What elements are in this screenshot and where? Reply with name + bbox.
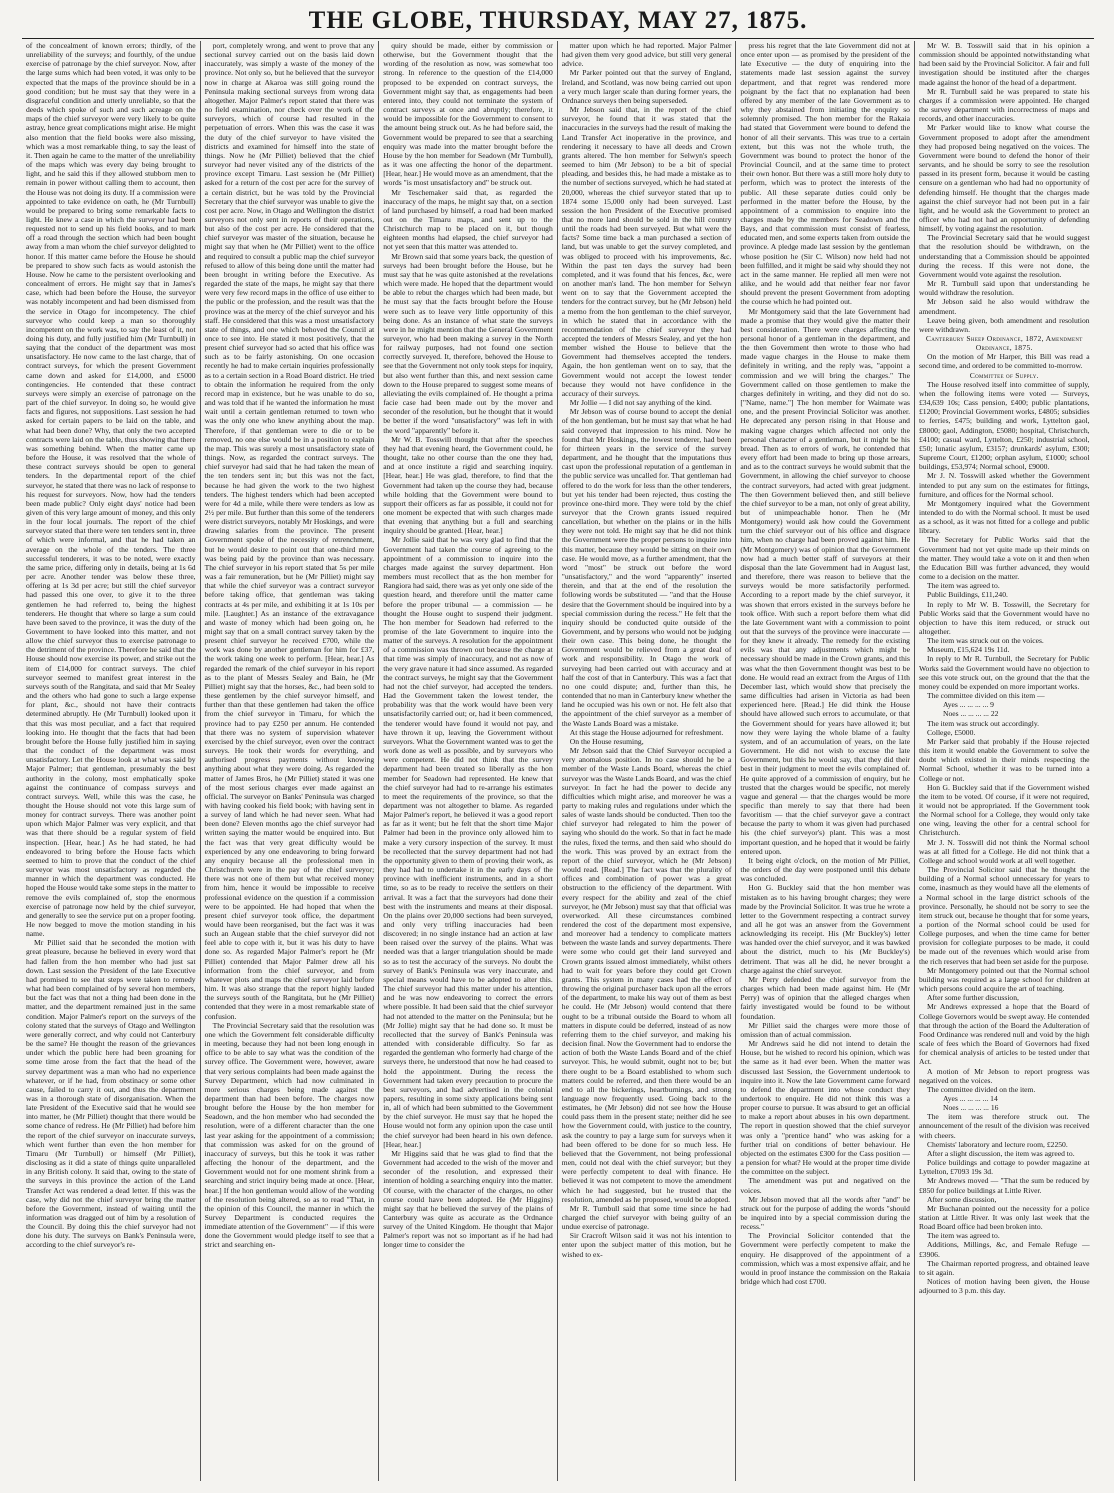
paragraph: Mr W. B. Tosswill said that in his opinion a commission should be appointed notwithstanding what had been said by the Provincial Solicitor. A fair and full investigation should be instituted after the charges made against the honor of the head of a department.: [918, 41, 1090, 87]
paragraph: Mr Pilliet said the charges were more those of omission than of actual commission.: [740, 1020, 910, 1039]
paragraph: Public Buildings, £11,240.: [926, 590, 1008, 600]
text-columns: [22, 41, 1094, 1481]
paragraph: Mr Montgomery inquired what the Government intended to do with the Normal school. It must be used as a school, as it was not fitted for a college and public library.: [918, 498, 1090, 536]
paragraph: Mr Parker said that probably if the House rejected this item it would enable the Government to solve the doubt which existed in their minds respecting the Normal School, whether it was to be turned into a College or not.: [918, 736, 1090, 783]
paragraph: On the House resuming,: [569, 736, 644, 746]
paragraph: Ayes ... ... ... ... 14: [942, 1093, 998, 1103]
column-3: [379, 41, 558, 1481]
paragraph: Hon G. Buckley said that the hon member was mistaken as to his having brought charges; they were made by the Provincial Solicitor. It was true he wrote a letter to the Government respecting a contract survey and all he got was an answer from the Government acknowledging its receipt. His (Mr Buckley's) letter was handed over the chief surveyor, and it was bawked about the district, much to his (Mr Buckley's) detriment. That was all he did, he never brought a charge against the chief surveyor.: [740, 883, 910, 975]
paragraph: Mr Jebson was of course bound to accept the denial of the hon gentleman, but he must say that what he had said conveyed that impression to his mind. Now he found that Mr Hoskings, the lowest tenderer, had been for thirteen years in the service of the survey department, and he thought that the imputations thus cast upon the professional reputation of a gentleman in the public service was uncalled for. That gentleman had offered to do the work for less than the other tenderers, but yet his tender had been rejected, thus costing the province one-third more. They were told by the chief surveyor that the Crown grants issued required cancellation, but whether on the plains or in the hills they were not told. He might say that he did not think the Government were the proper persons to inquire into this matter, because they would be sitting on their own case. He would move, as a further amendment, that the word "most" be struck out before the word "unsatisfactory," and the word "apparently" inserted therein, and that at the end of the resolution the following words be substituted — "and that the House desire that the Government should be inquired into by a special commission during the recess." He felt that the inquiry should be conducted quite outside of the Government, and by persons who would not be judging their own case. This being done, he thought the Government would be relieved from a great deal of work and responsibility. In Otago the work of surveying had been carried out with accuracy and at half the cost of that in Canterbury. This was a fact that no one could dispute; and, further than this, he contended that no man in Canterbury knew whether the land he occupied was his own or not. He felt also that the appointment of the chief surveyor as a member of the Waste Lands Board was a mistake.: [561, 407, 732, 728]
column-4: [558, 41, 737, 1481]
paragraph: The Provincial Solicitor said that he thought the building of a Normal school unnecessary for years to come, inasmuch as they would have all the elements of a Normal school in the large district schools of the province. Personally, he should not be sorry to see the item struck out, because he thought that for some years, a portion of the Normal school could be used for College purposes, and when the time came for better provision for collegiate purposes to be made, it could be made out of the revenues which would arise from the rich reserves that had been set aside for the purpose.: [918, 865, 1090, 966]
paragraph: Mr Teschemaker said that, as regarded the inaccuracy of the maps, he might say that, on a section of land purchased by himself, a road had been marked out on the Timaru maps, and sent up to the Christchurch map to be placed on it, but though eighteen months had elapsed, the chief surveyor had not yet seen that this matter was attended to.: [383, 187, 553, 252]
paragraph: It being eight o'clock, on the motion of Mr Pilliet, the orders of the day were postponed until this debate was concluded.: [740, 855, 910, 884]
paragraph: Mr Jebson moved that all the words after "and" be struck out for the purpose of adding the words "should be inquired into by a special commission during the recess.": [740, 1194, 910, 1232]
paragraph: Mr Jebson said he also would withdraw the amendment.: [918, 297, 1090, 316]
paragraph: Mr Jollie — I did not say anything of the kind.: [569, 398, 712, 408]
paragraph: Sir Cracroft Wilson said it was not his intention to enter upon the subject matter of this motion, but he wished to ex-: [561, 1231, 732, 1259]
paragraph: A motion of Mr Jebson to report progress was negatived on the voices.: [918, 1066, 1090, 1085]
paragraph: After some further discussion,: [926, 993, 1019, 1003]
paragraph: The Provincial Secretary said that he would suggest that the resolution should be withdrawn, on the understanding that a Commission should be appointed during the recess. If this were not done, the Government would vote against the resolution.: [918, 233, 1090, 279]
paragraph: Mr Jebson said that the Chief Surveyor occupied a very anomalous position. In no case should he be a member of the Waste Lands Board, whereas the chief surveyor was the Waste Lands Board, and was the chief surveyor. In fact he had the power to decide any difficulties which might arise, and moreover he was a party to making rules and regulations under which the sales of waste lands should be conducted. Then too the chief surveyor had relegated to him the power of saying who should do the work. So that in fact he made the rules, fixed the terms, and then said who should do the work. This was proved by an extract from the report of the chief surveyor, which he (Mr Jebson) would read. [Read.] The fact was that the plurality of offices and combination of power was a great obstruction to the efficiency of the department. With every respect for the ability and zeal of the chief surveyor, he (Mr Jebson) must say that that official was overworked. All these circumstances combined rendered the cost of the department most expensive, and moreover had a tendency to complicate matters between the waste lands and survey departments. There were some who could get their land surveyed and Crown grants issued almost immediately, whilst others had to wait for years before they could get Crown grants. This system in many cases had the effect of throwing the original purchaser back upon all the errors of the department, to make his way out of them as best he could. He (Mr Jebson) would contend that there ought to be a tribunal outside the Board to whom all matters in dispute could be deferred, instead of as now referring them to the chief surveyor, and making his decision final. Now the Government had to endorse the action of both the Waste Lands Board and of the chief surveyor. This, he would submit, ought not to be; but there ought to be a Board established to whom such matters could be referred, and then there would be an end to all the bickerings, heartburnings, and strong language now frequently used. Going back to the estimates, he (Mr Jebson) did not see how the House could pass them in the present state; neither did he see how the Government could, with justice to the country, ask the country to pay a large sum for surveys when it had been offered to be done for so much less. He believed that the Government, not being professional men, could not deal with the chief surveyor; but they were perfectly competent to deal with finance. He believed it was not competent to move the amendment which he had suggested, but he trusted that the resolution, amended as he proposed, would be adopted.: [561, 746, 732, 1204]
paragraph: Mr Pilliet said that he seconded the motion with great pleasure, because he believed in every word that had fallen from the hon member who had just sat down. Last session the President of the late Executive had promised to see that steps were taken to remedy what had been complained of by several hon members, but the fact was that not a thing had been done in the matter, and the department remained just in the same condition. Major Palmer's report on the surveys of the colony stated that the surveys of Otago and Wellington were generally correct, and why could not Canterbury be the same? He thought the reason of the grievances under which the public here had been groaning for some time arose from the fact that the head of the survey department was a man who had no experience whatever, or if he had, from obstinacy or some other cause, failed to carry it out, and thus the department was in a thorough state of disorganisation. When the late President of the Executive said that he would see into matter, he (Mr Pilliet) thought that there would be some chance of redress. He (Mr Pilliet) had before him the report of the chief surveyor on inaccurate surveys, which went further than even the hon member for Timaru (Mr Turnbull) or himself (Mr Pilliet), disclosing as it did a state of things quite unparalleled in any British colony. It said that, owing to the state of the surveys in this province the action of the Land Transfer Act was rendered a dead letter. If this was the case, why did not the chief surveyor bring the matter before the Government, instead of waiting until the information was dragged out of him by a resolution of the Council. By doing this the chief surveyor had not done his duty. The surveys on Bank's Peninsula were, according to the chief surveyor's re-: [26, 938, 196, 1250]
paragraph: In reply to Mr W. B. Tosswill, the Secretary for Public Works said that the Government would have no objection to have this item reduced, or struck out altogether.: [918, 599, 1090, 636]
paragraph: Ayes ... ... ... ... 9: [942, 700, 994, 710]
paragraph: The item was struck out accordingly.: [926, 718, 1040, 728]
paragraph: After some discussion,: [926, 1194, 997, 1204]
paragraph: of the concealment of known errors; thirdly, of the unreliability of the surveys; and fourthly, of the undue exercise of patronage by the chief surveyor. Now, after the large sums which had been voted, it was only to be expected that the maps of the province should be in a good condition; but he must say that they were in a disgraceful condition and utterly unreliable, so that the deeds which spoke of such and such acreage on the maps of the chief surveyor were very likely to be quite astray, hence great complications might arise. He might also mention that the field books were also missing, which was a most remarkable thing, to say the least of it. Then again he came to the matter of the unreliability of the maps which was every day being brought to light, and he said this if they allowed stubborn men to remain in power without calling them to account, then the House was not doing its duty. If a commission were appointed to take evidence on oath, he (Mr Turnbull) would be prepared to bring some remarkable facts to light. He knew a case in which the surveyor had been requested not to send up his field books, and to mark off a road through the section which had been bought away from a man whom the chief surveyor delighted to honor. If this matter came before the House he should be prepared to show such facts as would astonish the House. Now he came to the persistent overlooking and concealment of errors. He might say that in James's case, which had been before the House, the surveyor was notably incompetent and had been dismissed from the service in Otago for incompetency. The chief surveyor who could keep a man so thoroughly incompetent on the work was, to say the least of it, not doing his duty, and fully justified him (Mr Turnbull) in saying that the conduct of the department was most unsatisfactory. He now came to the last charge, that of contract surveys, for which the present Government came down and asked for £14,000, and £5000 contingencies. He contended that these contract surveys were simply an exercise of patronage on the part of the chief surveyor. In doing so, he would give facts and figures, not suppositions. Last session he had asked for certain papers to be laid on the table, and what had been done? Why, that only the two accepted contracts were laid on the table, thus showing that there was something behind. When the matter came up before the House, it was resolved that the whole of these contract surveys should be open to general tenders. In the departmental report of the chief surveyor, he stated that there was no lack of response to his request for surveyors. Now, how had the tenders been made public? Only eight days' notice had been given of this very large amount of money, and this only in the four local journals. The report of the chief surveyor stated that there were ten tenders sent in, three of which were informal, and that he had taken an average on the whole of the tenders. The three successful tenderers, it was to be noted, were exactly the same price, differing only in details, being at 1s 6d per acre. Another tender was below these three, offering at 1s 3d per acre; but still the chief surveyor had passed this one over, to give it to the three gentlemen he had referred to, being the highest tenderers. He thought that where so large a sum could have been saved to the province, it was the duty of the Government to have looked into this matter, and not allow the chief surveyor thus to exercise patronage to the detriment of the province. Therefore he said that the House should now exercise its power, and strike out the item of £14,000 for contract surveys. The chief surveyor seemed to manifest great interest in the surveys south of the Rangitata, and said that Mr Sealey and the others who had gone to such a large expense for plant, &c., should not have their contracts determined abruptly. He (Mr Turnbull) looked upon it that this was most peculiar, and a fact that required looking into. He thought that the facts that had been brought before the House fully justified him in saying that the conduct of the department was most unsatisfactory. Let the House look at what was said by Major Palmer; that gentleman, presumably the best authority in the colony, most emphatically spoke against the continuance of compass surveys and contract surveys. Well, while this was the case, he thought the House should not vote this large sum of money for contract surveys. There was another point upon which Major Palmer was very explicit, and that was that there should be a regular system of field inspection. [Hear, hear.] As he had stated, he had endeavored to bring before the House facts which seemed to him to prove that the conduct of the chief surveyor was most unsatisfactory as regarded the manner in which the department was conducted. He hoped the House would take some steps in the matter to remove the evils complained of, stop the enormous exercise of patronage now held by the chief surveyor, and generally to see the service put on a proper footing. He now begged to move the motion standing in his name.: [26, 41, 196, 939]
paragraph: Mr J. N. Tosswill asked whether the Government intended to put any sum on the estimates for fittings, furniture, and offices for the Normal school.: [918, 471, 1090, 499]
column-2: [201, 41, 380, 1481]
paragraph: Mr J. N. Tosswill did not think the Normal school was at all fitted for a College. He did not think that a College and school would work at all well together.: [918, 837, 1090, 865]
paragraph: The House resolved itself into committee of supply, when the following items were voted — Surveys, £34,639 10s; Cass pension, £400; public plantations, £1200; Provincial Government works, £4805; subsidies to ferries, £475; building and work, Lyttelton gaol, £8000; gaol, Addington, £5080; hospital, Christchurch, £4100; casual ward, Lyttelton, £250; industrial school, £50; lunatic asylum, £3157; drunkards' asylum, £300; Supreme Court, £1200; orphan asylum, £1000; school buildings, £53,974; Normal school, £9000.: [918, 379, 1090, 472]
paragraph: The Secretary for Public Works said that the Government had not yet quite made up their minds on the matter. They would take a vote on it and then when the Education Bill was further advanced, they would come to a decision on the matter.: [918, 535, 1090, 582]
paragraph: The item was therefore struck out. The announcement of the result of the division was received with cheers.: [918, 1112, 1090, 1140]
paragraph: College, £5000.: [926, 727, 976, 737]
paragraph: Mr Parker pointed out that the survey of England, Ireland, and Scotland, was now being carried out upon a very much larger scale than during former years, the Ordnance surveys then being superseded.: [561, 68, 732, 105]
paragraph: matter upon which he had reported. Major Palmer had given them very good advice, but still very general advice.: [561, 41, 732, 69]
paragraph: Mr R. Turnbull said he was prepared to state his charges if a commission were appointed. He charged the survey department with incorrectness of maps and records, and other inaccuracies.: [918, 86, 1090, 124]
paragraph: Hon G. Buckley said that if the Government wished the item to be voted. Of course, if it were not required, it would not be appropriated. If the Government took the Normal school for a College, they would only take one wing, leaving the other for a central school for Christchurch.: [918, 782, 1090, 838]
paragraph: The Provincial Solicitor contended that the Government were perfectly competent to make the enquiry. He disapproved of the appointment of a commission, which was a most expensive affair, and he would in proof instance the commission on the Rakaia bridge which had cost £700.: [740, 1231, 910, 1287]
paragraph: Mr W. B. Tosswill thought that after the speeches they had that evening heard, the Government could, he thought, take no other course than the one they had, and at once institute a rigid and searching inquiry. [Hear, hear.] He was glad, therefore, to find that the Government had taken up the course they had, because while holding that the Government were bound to support their officers as far as possible, it could not for one moment be expected that with such charges made that evening that anything but a full and searching inquiry should be granted. [Hear, hear.]: [383, 434, 553, 536]
paragraph: Mr Andrews said he did not intend to detain the House, but he wished to record his opinion, which was the same as it had ever been. When the matter was discussed last Session, the Government undertook to inquire into it. Now the late Government came forward to defend the department into whose conduct they undertook to enquire. He did not think this was a proper course to pursue. It was absurd to get an official to make a report about abuses in his own department. The report in question showed that the chief surveyor was only a "prentice hand" who was asking for a further trial on conditions of better behaviour. He objected on the estimates £300 for the Cass position — a pension for what? He would at the proper time divide the committee on the subject.: [740, 1039, 910, 1177]
column-6: [915, 41, 1094, 1481]
paragraph: Mr Jollie said that he was very glad to find that the Government had taken the course of agreeing to the appointment of a commission to inquire into the charges made against the survey department. Hon members must recollect that as the hon member for Rangiora had said, there was as yet only one side of the question heard, and therefore until the matter came before the proper tribunal — a commission — he thought the House ought to suspend their judgment. The hon member for Seadown had referred to the promise of the late Government to inquire into the matter of the surveys. A resolution for the appointment of a commission was thrown out because the charge at that time was simply of inaccuracy, and not as now of the very grave nature it had since assumed. As regarded the contract surveys, he might say that the Government had not the chief surveyor, had accepted the tenders. Had the Government taken the lowest tender, the probability was that the work would have been very unsatisfactorily carried out; or, had it been commenced, the tenderer would have found it would not pay, and have thrown it up, leaving the Government without surveyors. What the Government wanted was to get the work done as well as possible, and by surveyors who were competent. He did not think that the survey department had been treated so liberally as the hon member for Seadown had represented. He knew that the chief surveyor had had to re-arrange his estimates to meet the requirements of the province, so that the department was not altogether to blame. As regarded Major Palmer's report, he believed it was a good report as far as it went; but he felt that the short time Major Palmer had been in the province only allowed him to make a very cursory inspection of the survey. It must be recollected that the survey department had not had the opportunity given to them of proving their work, as they had had to undertake it in the early days of the province with inefficient instruments, and in a short time, so as to be ready to receive the settlers on their arrival. It was a fact that the surveyors had done their best with the instruments and means at their disposal. On the plains over 20,000 sections had been surveyed, and only very trifling inaccuracies had been discovered; in no single instance had an action at law been raised over the survey of the plains. What was needed was that a larger triangulation should be made so as to test the accuracy of the surveys. No doubt the survey of Bank's Peninsula was very inaccurate, and special means would have to be adopted to alter this. The chief surveyor had this matter under his attention, and he was now endeavoring to correct the errors where possible. It had been said that the chief surveyor had not attended to the matter on the Peninsula; but he (Mr Jollie) might say that he had done so. It must be recollected that the survey of Bank's Peninsula was attended with considerable difficulty. So far as regarded the gentleman who formerly had charge of the surveys there, he understood that now he had ceased to hold the appointment. During the recess the Government had taken every precaution to procure the best surveyors, and had advertised in the colonial papers, resulting in some sixty applications being sent in, all of which had been submitted to the Government by the chief surveyor. He must say that he hoped the House would not form any opinion upon the case until the chief surveyor had been heard in his own defence. [Hear, hear.]: [383, 535, 553, 1149]
paragraph: After a slight discussion, the item was agreed to.: [926, 1148, 1075, 1158]
paragraph: Mr Perry defended the chief surveyor from the charges which had been made against him. He (Mr Perry) was of opinion that the alleged charges when fairly investigated would be found to be without foundation.: [740, 974, 910, 1021]
paragraph: The committee divided on this item —: [926, 691, 1045, 701]
paragraph: The item was agreed to.: [926, 581, 1000, 591]
paragraph: port, completely wrong, and went to prove that any sectional survey carried out on the basis laid down inaccurately, was simply a waste of the money of the province. Not only so, but he believed that the surveyor now in charge at Akaroa was still going round the Peninsula making sectional surveys from wrong data altogether. Major Palmer's report stated that there was no field examination, nor check over the work of the surveyors, which of course had resulted in the perpetuation of errors. When this was the case it was the duty of the chief surveyor to have visited the districts and examined for himself into the state of things. Now he (Mr Pilliet) believed that the chief surveyor had never visited any of the districts of the province except Timaru. Last session he (Mr Pilliet) asked for a return of the cost per acre for the survey of a certain district, but he was told by the Provincial Secretary that the chief surveyor was unable to give the cost per acre. Now, in Otago and Wellington the district surveyors not only sent in reports of their operations, but also of the cost per acre. He considered that the chief surveyor was master of the situation, because he might say that when he (Mr Pilliet) went to the office and required to consult a public map the chief surveyor refused to allow of this being done until the matter had been brought in writing before the Executive. As regarded the state of the maps, he might say that there were very few record maps in the office of use either to the public or the profession, and the result was that the province was at the mercy of the chief surveyor and his staff. He considered that this was a most unsatisfactory state of things, and one which behoved the Council at once to see into. He stated it most positively, that the present chief surveyor had so acted that his office was such as to be fairly astonishing. On one occasion recently he had to make certain inquiries professionally as to a certain section in a Road Board district. He tried to obtain the information he required from the only record map in existence, but he was unable to do so, and was told that if he wanted the information he must wait until a certain gentleman returned to town who was the only one who knew anything about the map. Therefore, if that gentleman were to die or to be removed, no one else would be in a position to explain the map. This was surely a most unsatisfactory state of things. Now, as regarded the contract surveys. The chief surveyor had said that he had taken the mean of the ten tenders sent in; but this was not the fact, because he had given the work to the two highest tenders. The highest tenders which had been accepted were for 4d a mile, while there were tenders as low as 2½ per mile. But further than this some of the tenderers were district surveyors, notably Mr Hoskings, and were drawing salaries from the province. The present Government spoke of the necessity of retrenchment, but he would desire to point out that one-third more was being paid by the province than was necessary. The chief surveyor in his report stated that 5s per mile was a fair remuneration, but he (Mr Pilliet) might say that while the chief surveyor was a contract surveyor before taking office, that gentleman was taking contracts at 4s per mile, and exhibiting it at 1s 10s per mile. [Laughter.] As an instance of the extravagance and waste of money which had been going on, he might say that on a small contract survey taken by the present chief surveyor he received £700, while the work was done by another gentleman for him for £37, the work taking one week to perform. [Hear, hear.] As regarded the remark of the chief surveyor in his report as to the plant of Messrs Sealey and Bain, he (Mr Pilliet) might say that the horses, &c., had been sold to these gentlemen by the chief surveyor himself, and further than that these gentlemen had taken the office from the chief surveyor in Timaru, for which the province had to pay £250 per annum. He contended that there was no system of supervision whatever exercised by the chief surveyor, even over the contract surveys. He took their words for everything, and authorised progress payments without knowing anything about what they were doing. As regarded the matter of James Bros, he (Mr Pilliet) stated it was one of the most serious charges ever made against an official. The surveyor on Banks' Peninsula was charged with having cooked his field book; with having sent in a survey of land which he had never seen. What had been done? Eleven months ago the chief surveyor had written saying the matter would be enquired into. But the fact was that very great difficulty would be experienced by any one endeavoring to bring forward any enquiry because all the professional men in Christchurch were in the pay of the chief surveyor; there was not one of them but what received money from him, hence it would be impossible to receive professional evidence on the question if a commission were to be appointed. He had hoped that when the present chief surveyor took office, the department would have been reorganised, but the fact was it was such an Augean stable that the chief surveyor did not feel able to cope with it, but it was his duty to have done so. As regarded Major Palmer's report he (Mr Pilliet) contended that Major Palmer drew all his information from the chief surveyor, and from whatever plots and maps the chief surveyor laid before him. It was also strange that the report highly lauded the surveys south of the Rangitata, but he (Mr Pilliet) contended that they were in a most remarkable state of confusion.: [204, 41, 375, 1021]
paragraph: Mr Brown said that some years back, the question of surveys had been brought before the House, but he must say that he was quite astonished at the revelations which were made. He hoped that the department would be able to rebut the charges which had been made, but he must say that the facts brought before the House were such as to leave very little opportunity of this being done. As an instance of what state the surveys were in he might mention that the General Government surveyor, who had been making a survey in the North for railway purposes, had not found one section correctly surveyed. It, therefore, behoved the House to see that the Government not only took steps for inquiry, but also went further than this, and next session came down to the House prepared to suggest some means of alleviating the evils complained of. He thought a prima facie case had been made out by the mover and seconder of the resolution, but he thought that it would be better if the word "unsatisfactory" was left in with the word "apparently" before it.: [383, 251, 553, 435]
paragraph: The item was agreed to.: [926, 1231, 1000, 1241]
paragraph: On the motion of Mr Harper, this Bill was read a second time, and ordered to be committed to-morrow.: [918, 352, 1090, 371]
paragraph: Mr Buchanan pointed out the necessity for a police station at Little River. It was only last week that the Road Board office had been broken into.: [918, 1203, 1090, 1232]
paragraph: Mr Montgomery said that the late Government had made a promise that they would give the matter their best consideration. There were charges affecting the personal honor of a gentleman in the department, and the then Government then wrote to those who had made vague charges in the House to make them definitely in writing, and the reply was, "appoint a commission and we will bring the charges." The Government called on those gentlemen to make the charges definitely in writing, and they did not do so. ["Name, name."] The hon member for Waimate was one, and the present Provincial Solicitor was another. He deprecated any person rising in that House and making vague charges which affected not only the personal character of a gentleman, but it might be his bread. Then as to errors of work, he contended that every effort had been made to bring up those arrears, and as to the contract surveys he would submit that the Government, in allowing the chief surveyor to choose the contract surveyors, had acted with great judgment. The then Government believed then, and still believe the chief surveyor to be a man, not only of great ability, but of unimpeachable honor. Then he (Mr Montgomery) would ask how could the Government turn the chief surveyor out of his office and disgrace him, when no charge had been proved against him. He (Mr Montgomery) was of opinion that the Government now had a much better staff of surveyors at their disposal than the late Government had in August last, and therefore, there was reason to believe that the surveys would be more satisfactorily performed. According to a report made by the chief surveyor, it was shown that errors existed in the surveys before he took office. With such a report before them what did the late Government want with a commission to point out that the surveys of the province were inaccurate — for they knew it already. The remedy for the existing evils was that any adjustments which might be necessary should be made in the Crown grants, and this was what the then Government thought was best to be done. He would read an extract from the Argus of 11th December last, which would show that precisely the same difficulties had arisen in Victoria as had been experienced here. [Read.] He did think the House should have allowed such errors to accumulate, or that the Government should for years have allowed it; but now they were laying the whole blame of a faulty system, and of an accumulation of years, on the late Government. He did not wish to excuse the late Government, but this he would say, that they did their best in their judgment to meet the evils complained of. He quite approved of a commission of enquiry, but he trusted that the charges would be specific, not merely vague and general — that the charges would be more specific than merely to say that there had been favoritism — that the chief surveyor gave a contract because the party to whom it was given had purchased his (the chief surveyor's) plant. This was a most important question, and he hoped that it would be fairly entered upon.: [740, 306, 910, 856]
paragraph: Mr Andrews moved — "That the sum be reduced by £850 for police buildings at Little River.: [918, 1176, 1090, 1195]
newspaper-page: [22, 6, 1094, 1486]
paragraph: The item was struck out on the voices.: [926, 636, 1044, 646]
paragraph: Police buildings and cottage to powder magazine at Lyttelton, £7093 19s 3d.: [918, 1158, 1090, 1177]
paragraph: Mr Montgomery pointed out that the Normal school building was required as a large school for children at which persons could acquire the art of teaching.: [918, 965, 1090, 994]
masthead-rule: [22, 38, 1094, 39]
column-1: [22, 41, 201, 1481]
paragraph: Mr Jebson said that, in the report of the chief surveyor, he found that it was stated that the inaccuracies in the surveys had the result of making the Land Transfer Act inoperative in the province, and rendering it necessary to have all deeds and Crown grants altered. The hon member for Selwyn's speech seemed to him (Mr Jebson) to be a bit of special pleading, and besides this, he had made a mistake as to the number of sections surveyed, which he had stated at 20,000, whereas the chief surveyor stated that up to 1874 some 15,000 only had been surveyed. Last session the hon President of the Executive promised that no more land should be sold in the hill country until the roads had been surveyed. But what were the facts? Some time back a man purchased a section of land, but was unable to get the survey completed, and was obliged to proceed with his improvements, &c. Within the past ten days the survey had been completed, and it was found that his fences, &c, were on another man's land. The hon member for Selwyn went on to say that the Government accepted the tenders for the contract survey, but he (Mr Jebson) held a memo from the hon gentleman to the chief surveyor, in which he stated that in accordance with the recommendation of the chief surveyor they had accepted the tenders of Messrs Sealey, and yet the hon member wished the House to believe that the Government had themselves accepted the tenders. Again, the hon gentleman went on to say, that the Government would not accept the lowest tender because they would not have confidence in the accuracy of their surveys.: [561, 105, 732, 398]
paragraph: The Chairman reported progress, and obtained leave to sit again.: [918, 1258, 1090, 1277]
paragraph: Mr Andrews expressed a hope that the Board of College Governors would be swept away. He contended that through the action of the Board the Adulteration of Food Ordinance was rendered null and void by the high scale of fees which the Board of Governors had fixed for chemical analysis of articles to be tested under that Act.: [918, 1002, 1090, 1067]
masthead-title: THE GLOBE, THURSDAY, MAY 27, 1875.: [308, 7, 808, 34]
paragraph: Canterbury Sheep Ordinance, 1872, Amendment Ordinance, 1875.: [925, 334, 1083, 353]
paragraph: Noes ... ... ... ... 22: [942, 709, 999, 719]
paragraph: Leave being given, both amendment and resolution were withdrawn.: [918, 315, 1090, 334]
paragraph: Mr R. Turnbull said that some time since he had charged the chief surveyor with being guilty of an undue exercise of patronage.: [561, 1203, 732, 1232]
paragraph: Mr R. Turnbull said upon that understanding he would withdraw the resolution.: [918, 279, 1090, 298]
paragraph: Noes ... ... ... ... 16: [942, 1103, 999, 1113]
paragraph: Mr Parker would like to know what course the Government proposed to adopt after the amendment they had proposed being negatived on the voices. The Government were bound to defend the honor of their servants, and he should be sorry to see the resolution passed in its present form, because it would be casting censure on a gentleman who had had no opportunity of defending himself. He thought that the charges made against the chief surveyor had not been put in a fair light, and he would ask the Government to protect an officer who had not had an opportunity of defending himself, by voting against the resolution.: [918, 123, 1090, 234]
paragraph: The amendment was put and negatived on the voices.: [740, 1176, 910, 1195]
paragraph: Additions, Millings, &c, and Female Refuge — £3906.: [918, 1240, 1090, 1259]
paragraph: At this stage the House adjourned for refreshment.: [569, 727, 724, 737]
paragraph: The committee divided on the item.: [926, 1084, 1036, 1094]
paragraph: quiry should be made, either by commission or otherwise, but the Government thought that the wording of the resolution as now, was somewhat too strong. In reference to the question of the £14,000 proposed to be expended on contract surveys, the Government might say that, as engagements had been entered into, they could not terminate the system of contract surveys at once and abruptly; therefore, it would be impossible for the Government to consent to the amount being struck out. As he had before said, the Government would be prepared to see that a searching enquiry was made into the matter brought before the House by the hon member for Seadown (Mr Turnbull), as it was one affecting the honor of the department. [Hear, hear.] He would move as an amendment, that the words "is most unsatisfactory and" be struck out.: [383, 41, 553, 188]
paragraph: The Provincial Secretary said that the resolution was one which the Government felt considerable difficulty in meeting, because they had not been long enough in office to be able to say what was the condition of the survey office. The Government were, however, aware that very serious complaints had been made against the Survey Department, which had now culminated in more serious charges being made against the department than had been before. The charges now brought before the House by the hon member for Seadown, and the hon member who had seconded the resolution, were of a different character than the one last year asking for the appointment of a commission; that commission was asked for on the ground of inaccuracy of surveys, but this he took it was rather affecting the honour of the department, and the Government would not for one moment shrink from a searching and strict inquiry being made at once. [Hear, hear.] If the hon gentleman would allow of the wording of the resolution being altered, so as to read "That, in the opinion of this Council, the manner in which the Survey Department is conducted requires the immediate attention of the Government" — if this were done the Government would pledge itself to see that a strict and searching en-: [204, 1020, 375, 1250]
paragraph: press his regret that the late Government did not at once enter upon — as promised by the president of the late Executive — the duty of enquiring into the statements made last session against the survey department, and that regret was rendered more poignant by the fact that no explanation had been offered by any member of the late Government as to why they abstained from initiating the enquiry so solemnly promised. The hon member for the Rakaia had stated that Government were bound to defend the honor of all their servants. This was true to a certain extent, but this was not the whole truth, the Government was bound to protect the honor of the Provincial Council, and at the same time to protect their own honor. But there was a still more holy duty to perform, which was to protect the interests of the public. All these separate duties could only be performed in the matter before the House, by the appointment of a commission to enquire into the charges made by the members for Seadown and the Bays, and that commission must consist of fearless, educated men, and some experts taken from outside the province. A pledge made last session by the gentleman whose position he (Sir C. Wilson) now held had not been fulfilled, and it might be said why should they not act in the same manner. He replied all men were not alike, and he would add that neither fear nor favor should prevent the present Government from adopting the course which he had pointed out.: [740, 41, 910, 307]
paragraph: Mr Higgins said that he was glad to find that the Government had acceded to the wish of the mover and seconder of the resolution, and expressed their intention of holding a searching enquiry into the matter. Of course, with the character of the charges, no other course could have been adopted. He (Mr Higgins) might say that he believed the survey of the plains of Canterbury was quite as accurate as the Ordnance survey of the United Kingdom. He thought that Major Palmer's report was not so important as if he had had longer time to consider the: [383, 1148, 553, 1250]
paragraph: Committee of Supply.: [969, 370, 1039, 380]
paragraph: In reply to Mr R. Turnbull, the Secretary for Public Works said the Government would have no objection to see this vote struck out, on the ground that the that the money could be expended on more important works.: [918, 654, 1090, 691]
column-5: [736, 41, 915, 1481]
paragraph: Chemists' laboratory and lecture room, £2250.: [926, 1139, 1068, 1149]
paragraph: Notices of motion having been given, the House adjourned to 3 p.m. this day.: [918, 1277, 1090, 1296]
paragraph: Museum, £15,624 19s 11d.: [926, 645, 1010, 655]
